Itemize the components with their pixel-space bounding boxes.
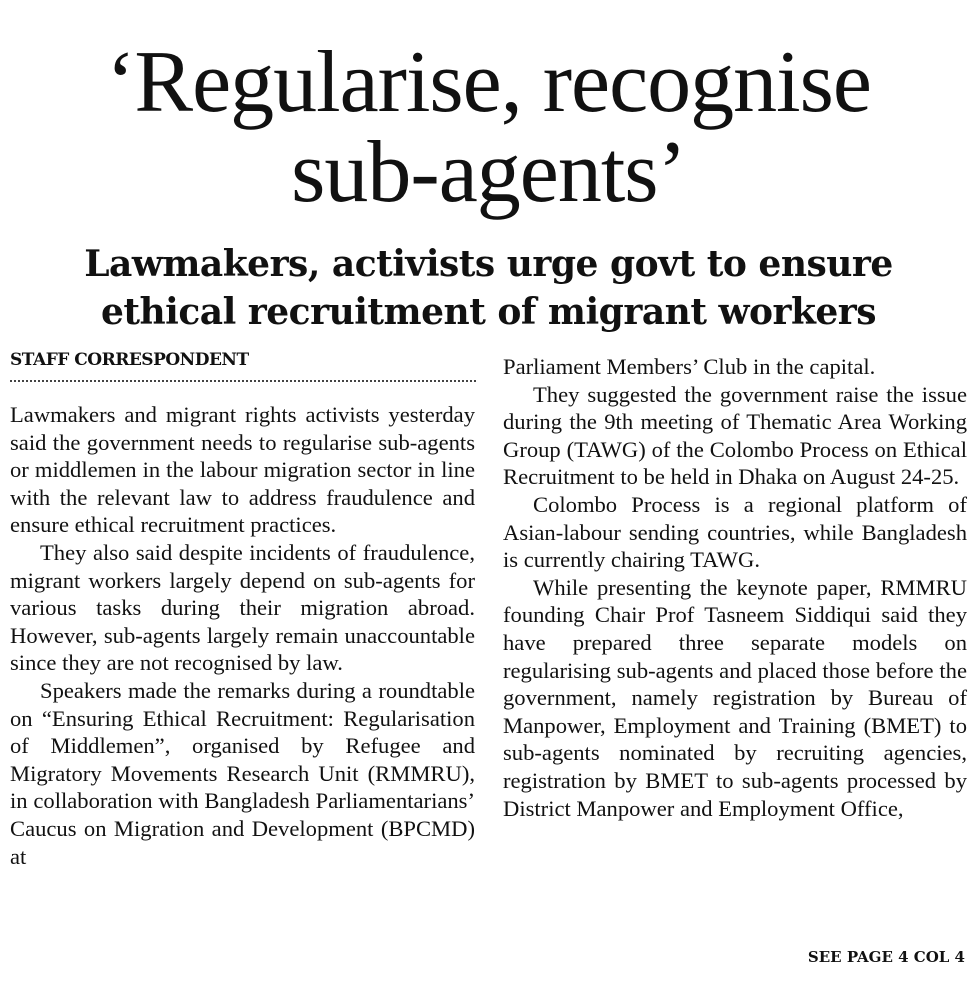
- subheadline-line-1: Lawmakers, activists urge govt to ensure: [84, 243, 893, 285]
- continued-on-page-note: SEE PAGE 4 COL 4: [807, 948, 965, 966]
- paragraph: While presenting the keynote paper, RMMRU founding Chair Prof Tasneem Siddiqui said they have prepared three separate models on regularising sub-agents and placed those before the government, namely registration by Bureau of Manpower, Employment and Training (BMET) to sub-agents nominated by recruiting agencies, registration by BMET to sub-agents processed by District Manpower and Employment Office,: [503, 574, 967, 821]
- subheadline-line-2: ethical recruitment of migrant workers: [100, 291, 877, 333]
- article-column-left: [10, 401, 475, 870]
- paragraph: Colombo Process is a regional platform of Asian-labour sending countries, while Bangladesh is currently chairing TAWG.: [503, 491, 967, 573]
- headline-line-2: sub-agents’: [291, 124, 686, 221]
- byline: STAFF CORRESPONDENT: [10, 348, 476, 382]
- paragraph: They suggested the government raise the issue during the 9th meeting of Thematic Area Working Group (TAWG) of the Colombo Process on Ethical Recruitment to be held in Dhaka on August 24-25.: [503, 381, 967, 490]
- subheadline: [0, 240, 977, 336]
- paragraph: They also said despite incidents of fraudulence, migrant workers largely depend on sub-agents for various tasks during their migration abroad. However, sub-agents largely remain unaccountable since they are not recognised by law.: [10, 539, 475, 676]
- paragraph: Lawmakers and migrant rights activists yesterday said the government needs to regularise sub-agents or middlemen in the labour migration sector in line with the relevant law to address fraudulence and ensure ethical recruitment practices.: [10, 402, 475, 538]
- paragraph: Parliament Members’ Club in the capital.: [503, 354, 876, 379]
- paragraph: Speakers made the remarks during a roundtable on “Ensuring Ethical Recruitment: Regularisation of Middlemen”, organised by Refugee and Migratory Movements Research Unit (RMMRU), in collaboration with Bangladesh Parliamentarians’ Caucus on Migration and Development (BPCMD) at: [10, 677, 475, 869]
- headline: [0, 34, 977, 221]
- article-column-right: [503, 353, 967, 822]
- headline-line-1: ‘Regularise, recognise: [106, 34, 871, 131]
